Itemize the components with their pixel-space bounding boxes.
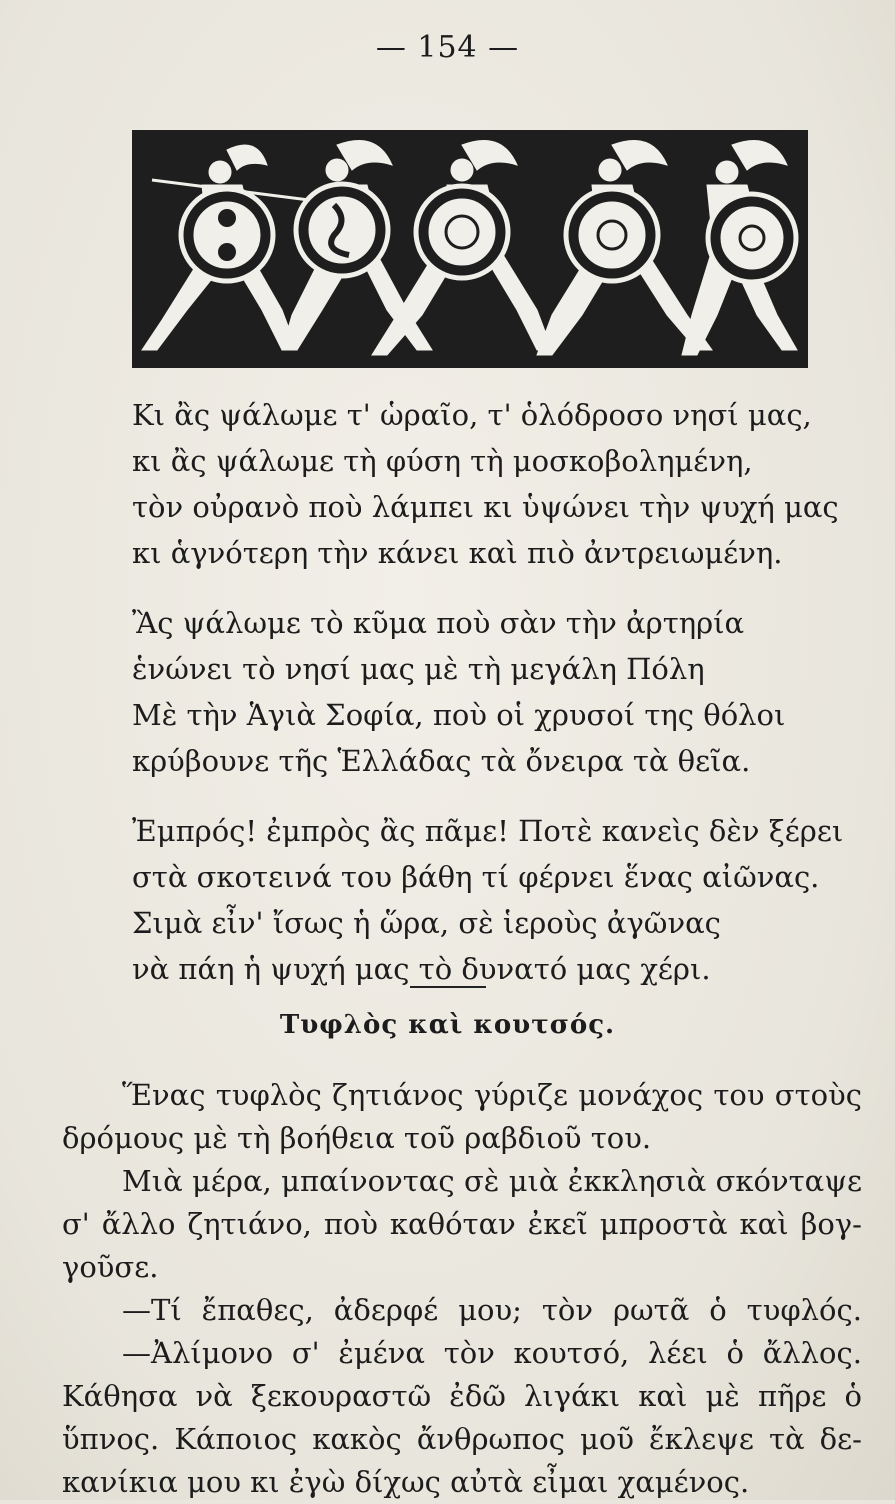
story-text	[62, 1074, 862, 1504]
story-word: Κάποιος	[174, 1422, 298, 1456]
story-word: ὕπνος.	[62, 1422, 160, 1456]
story-word: ἐκκλησιὰ	[567, 1164, 707, 1198]
story-line	[62, 1418, 862, 1461]
story-word: ἔκλεψε	[649, 1422, 754, 1456]
poem-line: τὸν οὐρανὸ ποὺ λάμπει κι ὑψώνει τὴν ψυχή μας	[132, 490, 839, 524]
story-word: ποὺ	[323, 1207, 378, 1241]
story-line	[62, 1375, 862, 1418]
story-word: λέει	[648, 1336, 708, 1370]
poem-stanza	[0, 808, 895, 992]
poem-line: Ἂς ψάλωμε τὸ κῦμα ποὺ σὰν τὴν ἀρτηρία	[132, 606, 745, 640]
story-word: κουτσό,	[513, 1336, 630, 1370]
story-word: ὁ	[844, 1379, 862, 1413]
story-word: βογ-	[800, 1207, 862, 1241]
story-word: ρωτᾶ	[612, 1293, 690, 1327]
story-word: τὸν	[541, 1293, 593, 1327]
poem-line: Κι ἂς ψάλωμε τ' ὡραῖο, τ' ὁλόδροσο νησί μας,	[132, 398, 812, 432]
story-word: ὁ	[726, 1336, 744, 1370]
story-word: δε-	[819, 1422, 862, 1456]
story-word: μὲ	[705, 1379, 740, 1413]
poem-line: Μὲ τὴν Ἁγιὰ Σοφία, ποὺ οἱ χρυσοί της θόλοι	[132, 698, 786, 732]
poem-line: Ἐμπρός! ἐμπρὸς ἂς πᾶμε! Ποτὲ κανεὶς δὲν ξέρει	[132, 814, 844, 848]
story-word: ἔπαθες,	[201, 1293, 314, 1327]
story-word: —Ἀλίμονο	[122, 1336, 274, 1370]
story-line	[62, 1289, 862, 1332]
story-word: σὲ	[463, 1164, 500, 1198]
story-line	[62, 1160, 862, 1203]
story-word: τὸν	[443, 1336, 495, 1370]
story-word: μπροστὰ	[599, 1207, 728, 1241]
story-word: τὰ	[768, 1422, 805, 1456]
story-word: καὶ	[638, 1379, 688, 1413]
poem-stanza	[0, 392, 895, 576]
poem-line: ἑνώνει τὸ νησί μας μὲ τὴ μεγάλη Πόλη	[132, 652, 705, 686]
story-word: κανίκια μου κι ἐγὼ δίχως αὐτὰ εἶμαι χαμένος.	[62, 1465, 750, 1499]
story-word: Μιὰ	[122, 1164, 183, 1198]
story-word: ἄνθρωπος	[416, 1422, 565, 1456]
story-word: λιγάκι	[524, 1379, 621, 1413]
story-word: του	[713, 1078, 765, 1112]
story-word: πῆρε	[757, 1379, 827, 1413]
story-word: Ἕνας	[122, 1078, 206, 1112]
story-word: καθόταν	[389, 1207, 516, 1241]
story-line	[62, 1074, 862, 1117]
story-word: γύριζε	[473, 1078, 568, 1112]
story-word: —Τί	[122, 1293, 182, 1327]
poem-line: κι ἁγνότερη τὴν κάνει καὶ πιὸ ἀντρειωμένη.	[132, 536, 783, 570]
story-word: ἄλλο	[101, 1207, 176, 1241]
story-word: νὰ	[195, 1379, 233, 1413]
story-line	[62, 1203, 862, 1246]
story-word: μοῦ	[580, 1422, 634, 1456]
story-word: ἐδῶ	[449, 1379, 506, 1413]
story-word: σκόνταψε	[715, 1164, 862, 1198]
poem-line: στὰ σκοτεινά του βάθη τί φέρνει ἕνας αἰῶνας.	[132, 860, 820, 894]
poem	[0, 392, 895, 1016]
story-word: ἐκεῖ	[527, 1207, 588, 1241]
story-word: σ'	[291, 1336, 320, 1370]
poem-line: Σιμὰ εἶν' ἴσως ἡ ὥρα, σὲ ἱεροὺς ἀγῶνας	[132, 906, 721, 940]
story-line	[62, 1117, 862, 1160]
story-word: ὁ	[709, 1293, 727, 1327]
greek-warriors-frieze-icon	[132, 130, 808, 368]
story-word: ζητιάνος	[332, 1078, 464, 1112]
poem-line: κρύβουνε τῆς Ἑλλάδας τὰ ὄνειρα τὰ θεῖα.	[132, 744, 751, 778]
story-word: μπαίνοντας	[281, 1164, 455, 1198]
story-word: μέρα,	[192, 1164, 272, 1198]
story-word: δρόμους μὲ τὴ βοήθεια τοῦ ραβδιοῦ του.	[62, 1121, 652, 1155]
page-number: — 154 —	[375, 30, 520, 65]
story-line	[62, 1332, 862, 1375]
story-word: ἄλλος.	[762, 1336, 862, 1370]
story-word: μου;	[458, 1293, 522, 1327]
story-word: τυφλός.	[746, 1293, 862, 1327]
story-word: μιὰ	[508, 1164, 559, 1198]
poem-line: κι ἂς ψάλωμε τὴ φύση τὴ μοσκοβολημένη,	[132, 444, 753, 478]
story-word: ζητιάνο,	[187, 1207, 312, 1241]
story-line	[62, 1246, 862, 1289]
story-word: καὶ	[739, 1207, 789, 1241]
story-word: τυφλὸς	[215, 1078, 322, 1112]
poem-line: νὰ πάη ἡ ψυχή μας τὸ δυνατό μας χέρι.	[132, 952, 711, 986]
story-word: κακὸς	[312, 1422, 402, 1456]
story-word: στοὺς	[774, 1078, 862, 1112]
story-word: γοῦσε.	[62, 1250, 159, 1284]
story-word: ἐμένα	[338, 1336, 425, 1370]
story-word: ἀδερφέ	[333, 1293, 439, 1327]
story-word: Κάθησα	[62, 1379, 178, 1413]
poem-stanza	[0, 600, 895, 784]
story-line	[62, 1461, 862, 1504]
story-word: ξεκουραστῶ	[250, 1379, 432, 1413]
section-divider	[410, 986, 486, 988]
story-title: Τυφλὸς καὶ κουτσός.	[279, 1010, 616, 1040]
story-word: μονάχος	[578, 1078, 704, 1112]
story-word: σ'	[62, 1207, 90, 1241]
